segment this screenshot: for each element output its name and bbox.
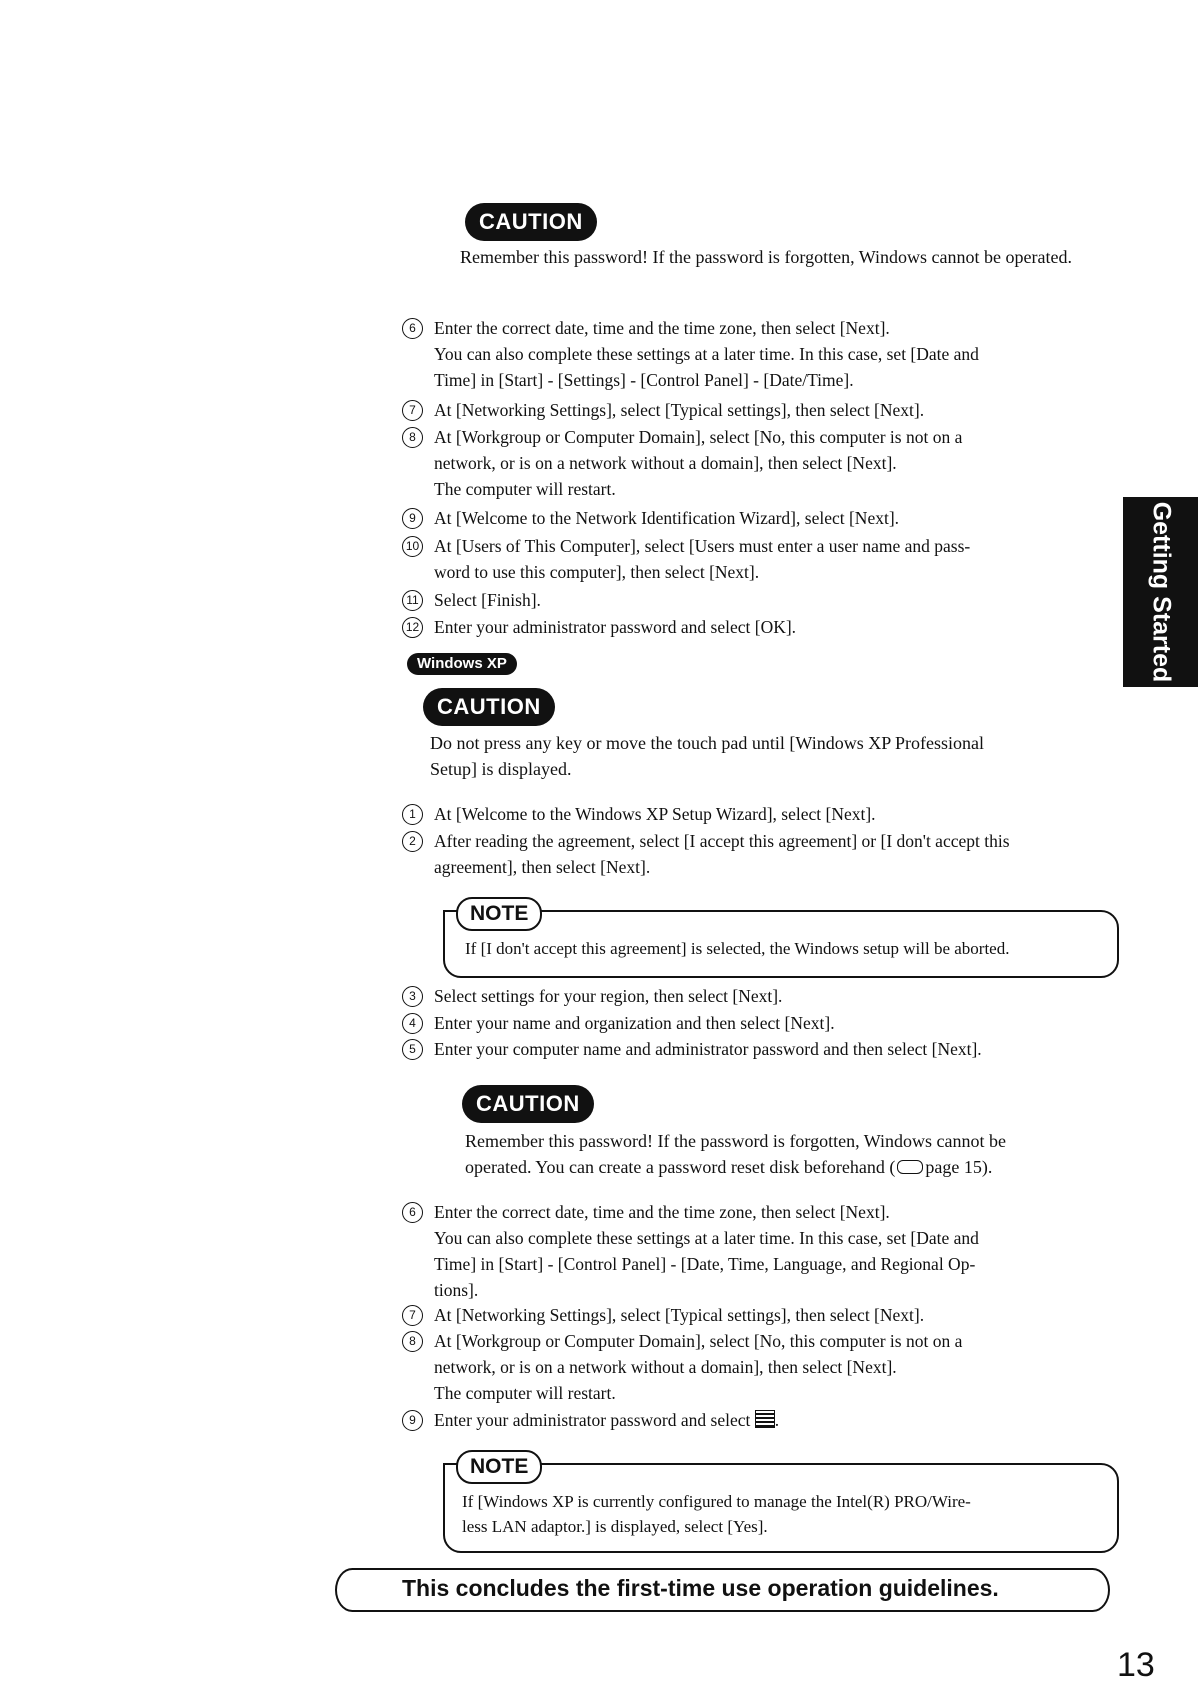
xp-step-9: 9 Enter your administrator password and select .	[402, 1407, 1107, 1433]
step-detail: The computer will restart.	[434, 478, 616, 499]
step-item	[402, 1036, 1107, 1062]
step-text: At [Workgroup or Computer Domain], select [No, this computer is not on a	[434, 426, 963, 447]
step-number: 12	[402, 617, 423, 638]
step-item	[402, 315, 1107, 393]
step-item	[402, 801, 1107, 827]
step-number: 8	[402, 427, 423, 448]
step-detail: agreement], then select [Next].	[434, 856, 651, 877]
step-text: At [Welcome to the Windows XP Setup Wizard], select [Next].	[434, 804, 876, 824]
note-text-2-line2: less LAN adaptor.] is displayed, select [Yes].	[462, 1517, 768, 1536]
step-text: After reading the agreement, select [I accept this agreement] or [I don't accept this	[434, 830, 1010, 851]
note-label-2: NOTE	[456, 1450, 542, 1484]
caution-badge: CAUTION	[465, 203, 597, 241]
step-text: Select [Finish].	[434, 590, 541, 610]
caution-text: Remember this password! If the password is forgotten, Windows cannot be operated.	[460, 247, 1072, 267]
step-number: 5	[402, 1039, 423, 1060]
step-number: 7	[402, 400, 423, 421]
step-text: At [Networking Settings], select [Typical settings], then select [Next].	[434, 1305, 925, 1326]
step-text: Select settings for your region, then select [Next].	[434, 986, 783, 1006]
step-number: 6	[402, 318, 423, 339]
step-text: Enter the correct date, time and the time zone, then select [Next].	[434, 318, 890, 338]
step-detail: word to use this computer], then select [Next].	[434, 561, 760, 582]
step-detail: The computer will restart.	[434, 1383, 616, 1403]
step-detail: network, or is on a network without a domain], then select [Next].	[434, 452, 897, 473]
step-text: At [Workgroup or Computer Domain], select [No, this computer is not on a	[434, 1331, 963, 1351]
step-detail: You can also complete these settings at a later time. In this case, set [Date and	[434, 1228, 979, 1248]
step-item	[402, 587, 1107, 613]
step-text: Enter your administrator password and select [OK].	[434, 617, 797, 638]
step-number: 3	[402, 986, 423, 1007]
caution-badge-xp-2: CAUTION	[462, 1085, 594, 1123]
step-detail: Time] in [Start] - [Control Panel] - [Date, Time, Language, and Regional Op-	[434, 1254, 976, 1274]
step-detail: Time] in [Start] - [Settings] - [Control Panel] - [Date/Time].	[434, 370, 854, 390]
note-label-1: NOTE	[456, 897, 542, 931]
caution2-line2	[465, 1155, 1115, 1179]
step-item	[402, 397, 1107, 423]
step-number: 9	[402, 1410, 423, 1431]
conclusion-banner	[335, 1568, 1110, 1612]
note-text-2-line1: If [Windows XP is currently configured to manage the Intel(R) PRO/Wire-	[462, 1492, 971, 1511]
section-tab-label: Getting Started	[1147, 501, 1175, 683]
windows-xp-badge: Windows XP	[407, 653, 517, 675]
step-item	[402, 614, 1107, 640]
step-text: At [Welcome to the Network Identification Wizard], select [Next].	[434, 508, 900, 529]
caution-text-xp-line1: Do not press any key or move the touch pad until [Windows XP Professional	[430, 733, 985, 753]
caution-badge-xp: CAUTION	[423, 688, 555, 726]
caution2-line1: Remember this password! If the password is forgotten, Windows cannot be	[465, 1131, 1007, 1151]
conclusion-text: This concludes the first-time use operation guidelines.	[402, 1575, 999, 1601]
page-number: 13	[1117, 1646, 1155, 1684]
step-number: 8	[402, 1331, 423, 1352]
step-item	[402, 533, 1107, 585]
caution2-text: operated. You can create a password reset disk beforehand (	[465, 1157, 896, 1177]
step-number: 7	[402, 1305, 423, 1326]
step-number: 6	[402, 1202, 423, 1223]
step-number: 2	[402, 831, 423, 852]
screen-icon	[755, 1410, 775, 1428]
step-item	[402, 424, 1107, 502]
step-text: At [Networking Settings], select [Typical settings], then select [Next].	[434, 399, 925, 420]
caution-text-xp-line2: Setup] is displayed.	[430, 759, 572, 779]
step-item	[402, 828, 1107, 880]
step-text: Enter your name and organization and then select [Next].	[434, 1012, 835, 1033]
step-item	[402, 1199, 1107, 1303]
step-item	[402, 505, 1107, 531]
step-item	[402, 983, 1107, 1009]
step-text: Enter your administrator password and select	[434, 1410, 751, 1430]
step-number: 10	[402, 536, 423, 557]
step-text: At [Users of This Computer], select [Users must enter a user name and pass-	[434, 535, 971, 556]
step-text: Enter your computer name and administrator password and then select [Next].	[434, 1039, 982, 1059]
step-number: 1	[402, 804, 423, 825]
step-detail: tions].	[434, 1280, 479, 1300]
note-text-1: If [I don't accept this agreement] is selected, the Windows setup will be aborted.	[465, 939, 1010, 958]
step-number: 9	[402, 508, 423, 529]
step-item	[402, 1328, 1107, 1406]
step-detail: You can also complete these settings at a later time. In this case, set [Date and	[434, 344, 979, 364]
step-number: 11	[402, 590, 423, 611]
step-item	[402, 1010, 1107, 1036]
caution2-page-ref: page 15).	[925, 1157, 993, 1177]
section-tab	[1123, 497, 1198, 687]
step-item	[402, 1302, 1107, 1328]
step-number: 4	[402, 1013, 423, 1034]
hand-pointer-icon	[897, 1160, 923, 1174]
step-detail: network, or is on a network without a domain], then select [Next].	[434, 1357, 897, 1377]
step-text: Enter the correct date, time and the time zone, then select [Next].	[434, 1202, 890, 1222]
